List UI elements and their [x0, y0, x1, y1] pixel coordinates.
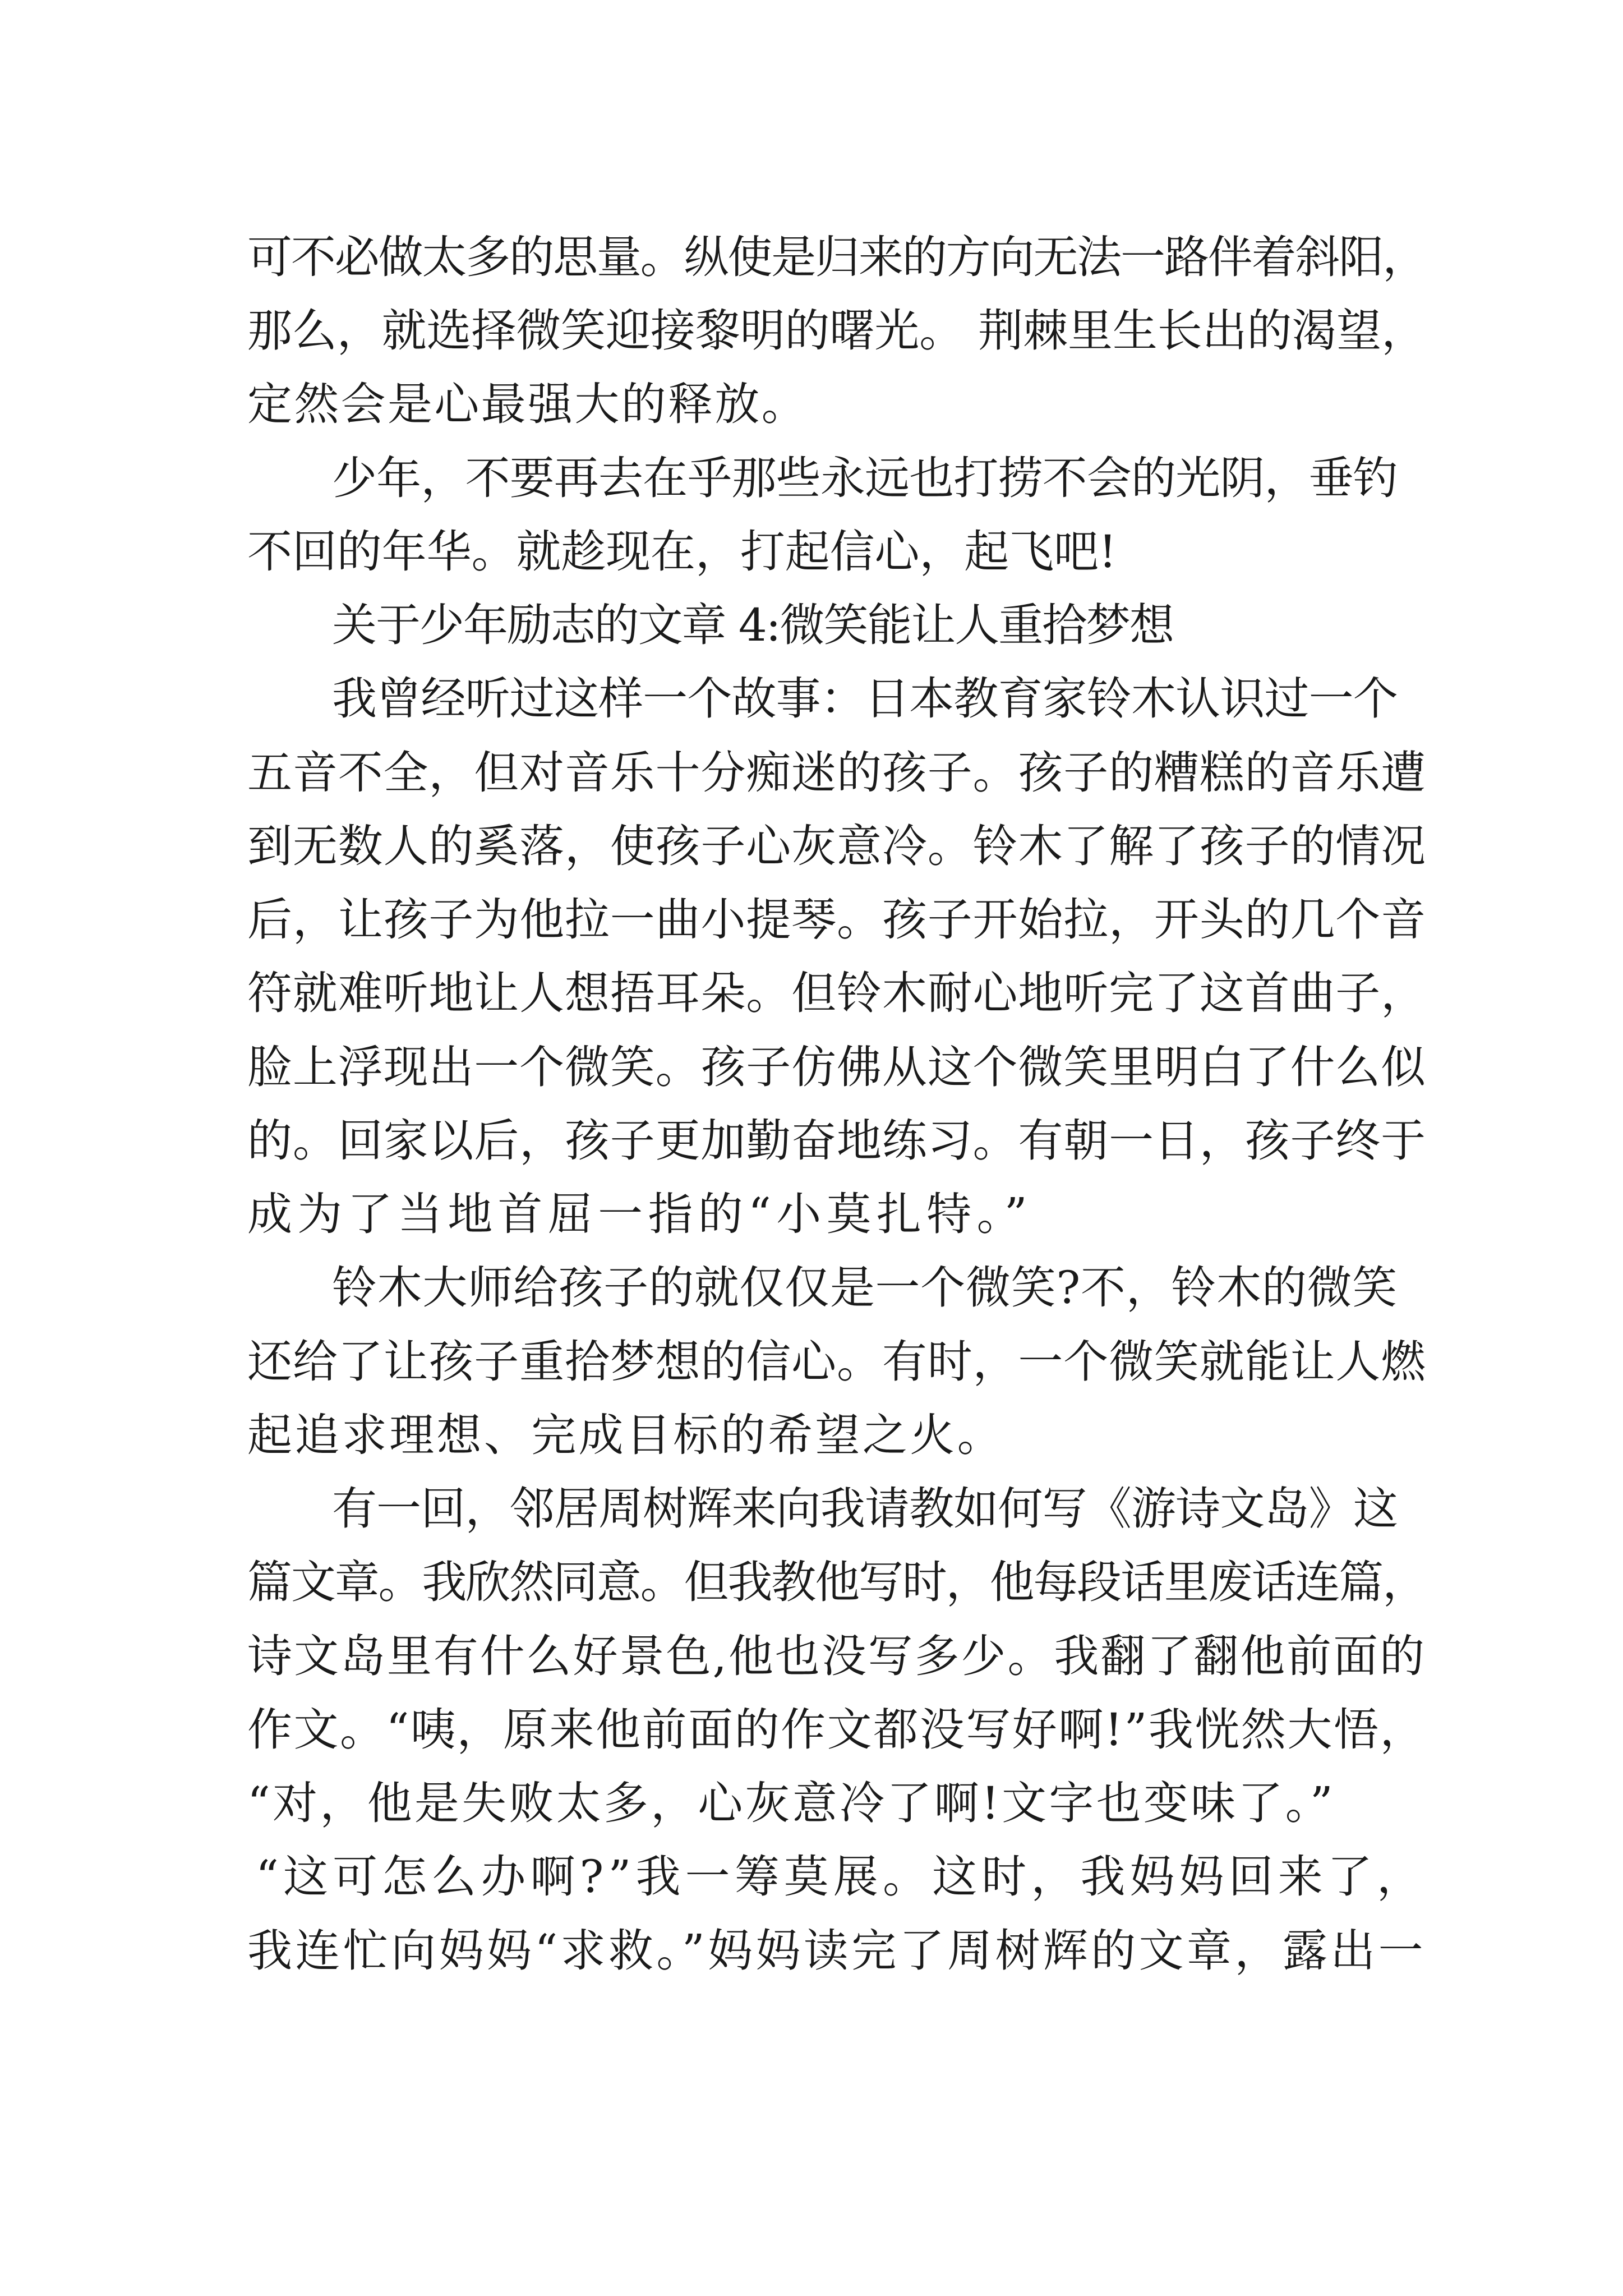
- text-line: [0, 1399, 1623, 1472]
- line-text: 我曾经听过这样一个故事：日本教育家铃木认识过一个: [332, 673, 1398, 725]
- section-heading: [0, 589, 1623, 662]
- text-line: [0, 1326, 1623, 1398]
- text-line: [0, 442, 1623, 515]
- line-text: 篇文章。我欣然同意。但我教他写时，他每段话里废话连篇，: [247, 1556, 1426, 1608]
- line-text: 还给了让孩子重拾梦想的信心。有时，一个微笑就能让人燃: [247, 1336, 1426, 1388]
- text-line: [0, 1178, 1623, 1251]
- text-line: [0, 1546, 1623, 1619]
- text-line: [0, 957, 1623, 1030]
- text-line: [0, 1915, 1623, 1987]
- line-text: 不回的年华。就趁现在，打起信心，起飞吧!: [247, 526, 1117, 578]
- line-text: 定然会是心最强大的释放。: [247, 378, 808, 430]
- line-text: 那么，就选择微笑迎接黎明的曙光。 荆棘里生长出的渴望，: [247, 305, 1426, 357]
- line-text: 作文。“咦，原来他前面的作文都没写好啊!”我恍然大悟，: [247, 1704, 1426, 1756]
- text-line: [0, 662, 1623, 735]
- text-line: [0, 368, 1623, 441]
- line-text: 符就难听地让人想捂耳朵。但铃木耐心地听完了这首曲子，: [247, 967, 1426, 1019]
- line-text: 到无数人的奚落，使孩子心灰意冷。铃木了解了孩子的情况: [247, 820, 1426, 872]
- text-line: [0, 1841, 1623, 1913]
- text-line: [0, 1694, 1623, 1766]
- text-line: [0, 1251, 1623, 1324]
- line-text: 有一回，邻居周树辉来向我请教如何写《游诗文岛》这: [332, 1483, 1398, 1535]
- line-text: 脸上浮现出一个微笑。孩子仿佛从这个微笑里明白了什么似: [247, 1041, 1426, 1093]
- text-line: [0, 1031, 1623, 1104]
- line-text: 我连忙向妈妈“求救。”妈妈读完了周树辉的文章，露出一: [247, 1925, 1426, 1977]
- line-text: 后，让孩子为他拉一曲小提琴。孩子开始拉，开头的几个音: [247, 894, 1426, 946]
- line-text: 的。回家以后，孩子更加勤奋地练习。有朝一日，孩子终于: [247, 1115, 1426, 1167]
- line-text: 铃木大师给孩子的就仅仅是一个微笑?不，铃木的微笑: [332, 1262, 1398, 1314]
- text-line: [0, 1105, 1623, 1177]
- line-text: 诗文岛里有什么好景色,他也没写多少。我翻了翻他前面的: [247, 1630, 1426, 1682]
- text-line: [0, 516, 1623, 588]
- text-line: [0, 1620, 1623, 1693]
- line-text: “这可怎么办啊?”我一筹莫展。这时，我妈妈回来了，: [256, 1851, 1426, 1903]
- line-text: 成为了当地首屈一指的“小莫扎特。”: [247, 1188, 1032, 1240]
- line-text: 少年，不要再去在乎那些永远也打捞不会的光阴，垂钓: [332, 452, 1398, 504]
- text-line: [0, 1473, 1623, 1545]
- line-text: “对，他是失败太多，心灰意冷了啊!文字也变味了。”: [247, 1777, 1335, 1829]
- text-line: [0, 295, 1623, 367]
- heading-text: 关于少年励志的文章 4:微笑能让人重拾梦想: [332, 599, 1173, 651]
- text-line: [0, 221, 1623, 294]
- line-text: 起追求理想、完成目标的希望之火。: [247, 1409, 1004, 1461]
- text-line: [0, 1767, 1623, 1840]
- line-text: 五音不全，但对音乐十分痴迷的孩子。孩子的糟糕的音乐遭: [247, 747, 1426, 799]
- line-text: 可不必做太多的思量。纵使是归来的方向无法一路伴着斜阳，: [247, 231, 1426, 283]
- text-line: [0, 884, 1623, 956]
- text-line: [0, 810, 1623, 883]
- text-line: [0, 737, 1623, 809]
